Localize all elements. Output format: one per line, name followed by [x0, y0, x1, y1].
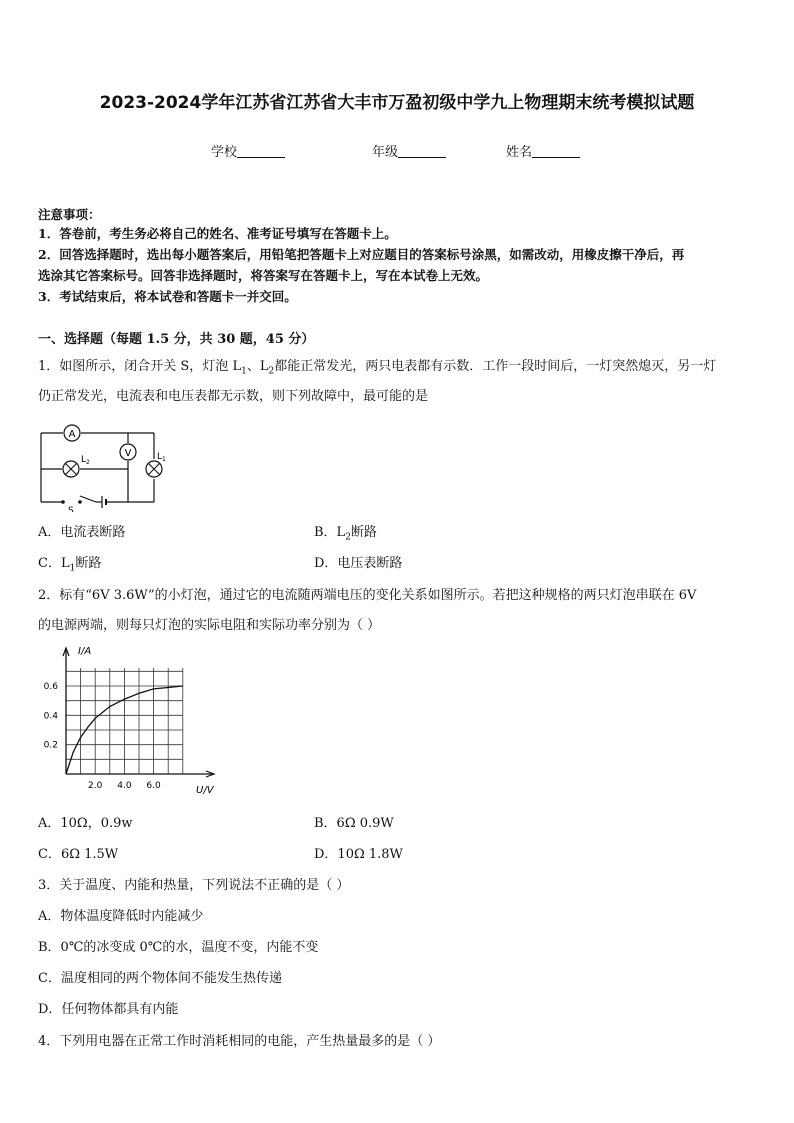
q2-option-d: D．10Ω 1.8W — [314, 847, 403, 862]
q1-stem-line-1: 1．如图所示，闭合开关 S，灯泡 $L_1$、$L_2$都能正常发光，两只电表都有示数．工作一段时间后，一灯突然熄灭，另一灯 — [38, 359, 717, 377]
voltmeter-label: V — [124, 448, 132, 459]
chart-grid — [66, 668, 183, 774]
ammeter-label: A — [68, 429, 76, 440]
x-tick-label: 6.0 — [146, 781, 161, 791]
y-tick-label: 0.2 — [43, 740, 58, 751]
q2-option-a: A．10Ω，0.9w — [38, 816, 133, 831]
chart-ticks — [44, 682, 161, 791]
school-field — [211, 141, 285, 160]
y-tick-label: 0.6 — [43, 682, 58, 692]
x-axis-label: U/V — [196, 785, 214, 796]
y-tick-label: 0.4 — [43, 711, 58, 722]
notes-item-2-line-2: 选涂其它答案标号。回答非选择题时，将答案写在答题卡上，写在本试卷上无效。 — [38, 268, 489, 283]
notes-heading: 注意事项： — [38, 207, 101, 222]
x-tick-label: 4.0 — [117, 781, 132, 791]
school-label: 学校 — [211, 145, 238, 160]
name-field — [506, 141, 580, 160]
switch-label: S — [68, 506, 74, 512]
grade-field — [372, 141, 446, 160]
x-tick-label: 2.0 — [88, 781, 103, 791]
q2-stem-line-2: 的电源两端，则每只灯泡的实际电阻和实际功率分别为（ ） — [38, 618, 381, 633]
notes-item-2-line-1: 2．回答选择题时，选出每小题答案后，用铅笔把答题卡上对应题目的答案标号涂黑，如需改动，用橡皮擦干净后，再 — [38, 247, 685, 262]
lamp-l2-icon — [63, 461, 79, 477]
grade-blank — [398, 144, 446, 158]
q1-option-a: A．电流表断路 — [38, 525, 126, 540]
lamp-l2-label: $L_2$ — [81, 455, 90, 466]
switch-contact-icon — [61, 500, 65, 504]
q3-option-b: B．0℃的冰变成 0℃的水，温度不变，内能不变 — [38, 940, 319, 955]
name-label: 姓名 — [506, 145, 533, 160]
notes-item-1: 1．答卷前，考生务必将自己的姓名、准考证号填写在答题卡上。 — [38, 226, 397, 241]
q2-option-b: B．6Ω 0.9W — [314, 816, 394, 831]
section-heading: 一、选择题（每题 1.5 分，共 30 题，45 分） — [38, 332, 315, 347]
q1-option-d: D．电压表断路 — [314, 556, 403, 571]
q3-option-d: D．任何物体都具有内能 — [38, 1002, 179, 1017]
q4-stem: 4．下列用电器在正常工作时消耗相同的电能，产生热量最多的是（ ） — [38, 1034, 441, 1049]
lamp-l1-label: $L_1$ — [157, 452, 166, 463]
notes-item-3: 3．考试结束后，将本试卷和答题卡一并交回。 — [38, 289, 297, 304]
q2-stem-line-1: 2．标有“6V 3.6W”的小灯泡，通过它的电流随两端电压的变化关系如图所示。若把这种规格的两只灯泡串联在 6V — [38, 588, 697, 603]
name-blank — [532, 144, 580, 158]
q3-option-c: C．温度相同的两个物体间不能发生热传递 — [38, 971, 282, 986]
q1-option-b: B．$L_2$断路 — [314, 525, 377, 543]
q1-circuit-diagram — [36, 422, 166, 512]
q3-stem: 3．关于温度、内能和热量，下列说法不正确的是（ ） — [38, 878, 350, 893]
lamp-l1-icon — [146, 461, 162, 477]
grade-label: 年级 — [372, 145, 399, 160]
q3-option-a: A．物体温度降低时内能减少 — [38, 909, 204, 924]
q2-iv-chart — [34, 642, 220, 800]
school-blank — [237, 144, 285, 158]
q1-option-c: C．$L_1$断路 — [38, 556, 102, 574]
q1-stem-line-2: 仍正常发光，电流表和电压表都无示数，则下列故障中，最可能的是 — [38, 389, 429, 404]
y-axis-label: I/A — [78, 646, 92, 657]
exam-title: 2023-2024学年江苏省江苏省大丰市万盈初级中学九上物理期末统考模拟试题 — [99, 93, 695, 113]
switch-pivot-icon — [78, 500, 82, 504]
chart-axes — [63, 648, 214, 777]
q2-option-c: C．6Ω 1.5W — [38, 847, 119, 862]
